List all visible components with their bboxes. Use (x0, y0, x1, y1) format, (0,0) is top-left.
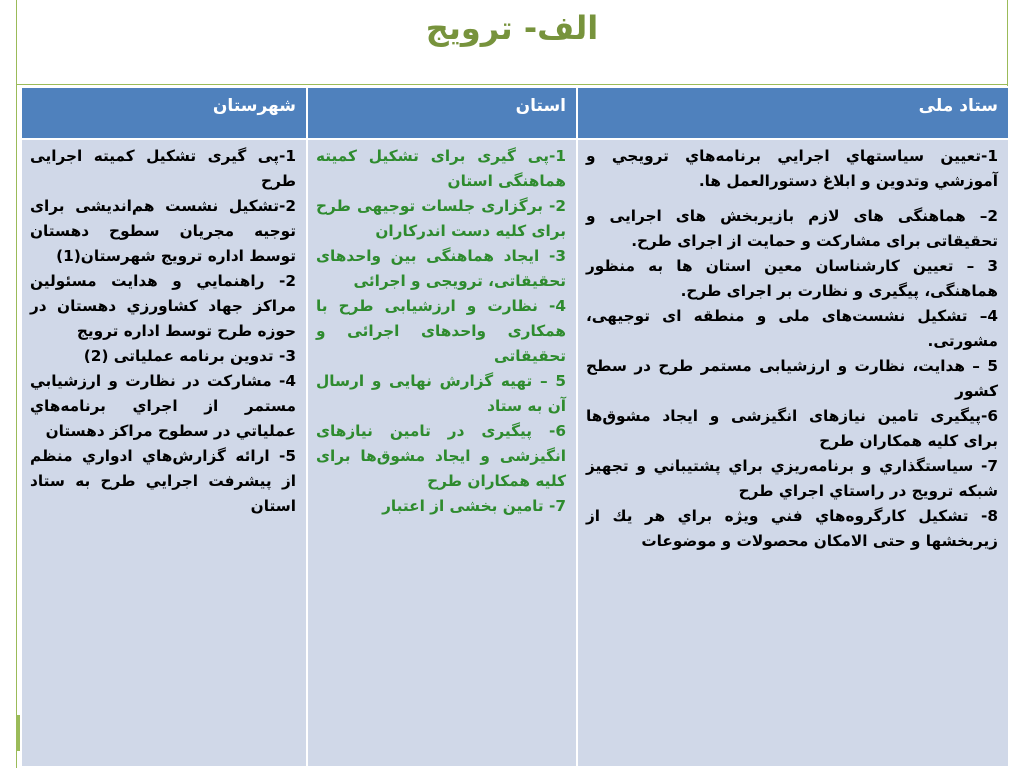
header-county: شهرستان (21, 87, 307, 139)
province-item-5: 5 – تهیه گزارش نهایی و ارسال آن به ستاد (316, 372, 566, 415)
county-item-6: 5- ارائه گزارش‌هاي ادواري منظم از پيشرفت اجرايي طرح به ستاد استان (30, 447, 296, 515)
county-item-1: 1-پی گیری تشکیل کمیته اجرایی طرح (30, 147, 296, 190)
province-item-4: 4- نظارت و ارزشیابی طرح با همکاری واحدهای اجرائی و تحقیقاتی (316, 297, 566, 365)
county-cell (21, 139, 307, 767)
responsibilities-table (20, 86, 1010, 768)
national-item-7: 7- سياستگذاري و برنامه‌ريزي براي پشتيباني و تجهيز شبكه ترويج در راستاي اجراي طرح (586, 457, 998, 500)
province-item-6: 6- پیگیری در تامین نیازهای انگیزشی و ایجاد مشوق‌ها برای کلیه همکاران طرح (316, 422, 566, 490)
national-item-6: 6-پیگیری تامین نیازهای انگیزشی و ایجاد مشوق‌ها برای کلیه همکاران طرح (586, 407, 998, 450)
province-item-3: 3- ایجاد هماهنگی بین واحدهای تحقیقاتی، ترویجی و اجرائی (316, 247, 566, 290)
national-cell (577, 139, 1009, 767)
header-row (21, 87, 1009, 139)
county-item-3: 2- راهنمايي و هدايت مسئولين مراكز جهاد كشاورزي دهستان در حوزه طرح توسط اداره ترویج (30, 272, 296, 340)
header-national: ستاد ملی (577, 87, 1009, 139)
province-item-2: 2- برگزاری جلسات توجیهی طرح برای کلیه دست اندرکاران (316, 197, 566, 240)
county-item-2: 2-تشکیل نشست هم‌اندیشی برای توجیه مجریان سطوح دهستان توسط اداره ترویج شهرستان(1) (30, 197, 296, 265)
province-item-7: 7- تامین بخشی از اعتبار (382, 497, 566, 515)
content-row (21, 139, 1009, 767)
national-item-8: 8- تشكيل كارگروه‌هاي فني ويژه براي هر يك از زيربخشها و حتی الامکان محصولات و موضوعات (586, 507, 998, 550)
national-item-1: 1-تعيين سياستهاي اجرايي برنامه‌هاي ترويجي و آموزشي وتدوين و ابلاغ دستورالعمل ها. (586, 147, 998, 190)
province-cell (307, 139, 577, 767)
national-item-3: 3 – تعیین کارشناسان معین استان ها به منظور هماهنگی، پیگیری و نظارت بر اجرای طرح. (586, 257, 998, 300)
national-item-2: 2– هماهنگی های لازم بازیربخش های اجرایی و تحقیقاتی برای مشارکت و حمایت از اجرای طرح. (586, 207, 998, 250)
slide-title: الف- ترویج (425, 9, 599, 47)
province-item-1: 1-پی گیری برای تشکیل کمیته هماهنگی استان (316, 147, 566, 190)
header-province: استان (307, 87, 577, 139)
national-item-5: 5 – هدایت، نظارت و ارزشیابی مستمر طرح در سطح کشور (586, 357, 998, 400)
title-divider (16, 84, 1008, 85)
county-item-5: 4- مشاركت در نظارت و ارزشيابي مستمر از اجراي برنامه‌هاي عملياتي در سطوح مراكز دهستان (30, 372, 296, 440)
county-item-4: 3- تدوين برنامه عملياتی (2) (83, 347, 296, 365)
national-item-4: 4– تشکیل نشست‌های ملی و منطقه ای توجیهی، مشورتی. (586, 307, 998, 350)
